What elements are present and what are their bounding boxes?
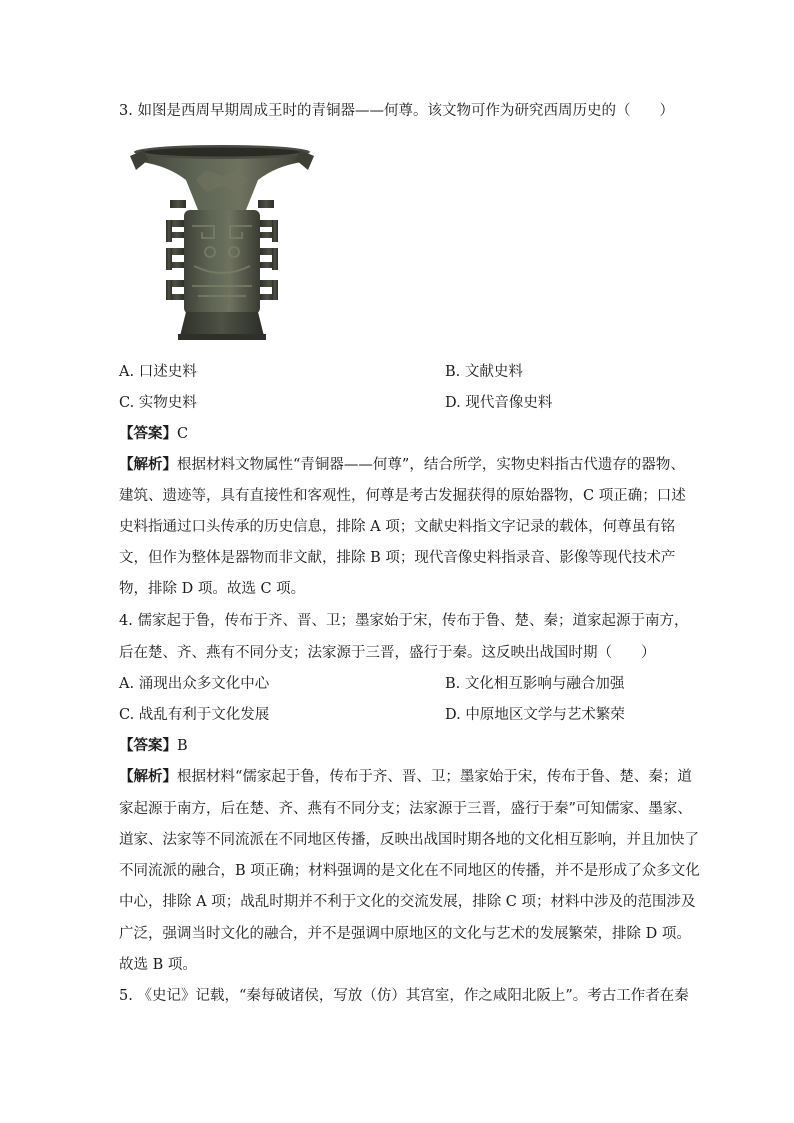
q3-option-b: B. 文献史料: [445, 364, 523, 380]
analysis-text: 根据材料文物属性“青铜器——何尊”，结合所学，实物史料指古代遗存的器物、: [177, 457, 685, 473]
analysis-label: 【解析】: [119, 768, 177, 785]
q3-option-a: A. 口述史料: [119, 364, 197, 380]
analysis-label: 【解析】: [119, 456, 177, 473]
q5-stem-line-1: 5. 《史记》记载，“秦每破诸侯，写放（仿）其宫室，作之咸阳北阪上”。考古工作者在秦: [119, 988, 689, 1004]
q4-analysis-line-1: [119, 767, 692, 787]
q4-answer: [119, 736, 188, 756]
answer-label: 【答案】: [119, 425, 177, 442]
q4-option-c: C. 战乱有利于文化发展: [119, 707, 270, 723]
q3-analysis-line-5: 物，排除 D 项。故选 C 项。: [119, 581, 306, 597]
he-zun-bronze-vessel-image: [126, 140, 318, 348]
q4-analysis-line-2: 家起源于南方，后在楚、齐、燕有不同分支；法家源于三晋，盛行于秦”可知儒家、墨家、: [119, 801, 692, 817]
q3-analysis-line-2: 建筑、遗迹等，具有直接性和客观性，何尊是考古发掘获得的原始器物，C 项正确；口述: [119, 488, 686, 504]
q4-analysis-line-4: 不同流派的融合，B 项正确；材料强调的是文化在不同地区的传播，并不是形成了众多文化: [119, 863, 700, 879]
q4-analysis-line-6: 广泛，强调当时文化的融合，并不是强调中原地区的文化与艺术的发展繁荣，排除 D 项。: [119, 926, 691, 942]
answer-label: 【答案】: [119, 737, 177, 754]
q4-analysis-line-5: 中心，排除 A 项；战乱时期并不利于文化的交流发展，排除 C 项；材料中涉及的范围涉及: [119, 894, 696, 910]
q4-stem-line-1: 4. 儒家起于鲁，传布于齐、晋、卫；墨家始于宋，传布于鲁、楚、秦；道家起源于南方，: [119, 613, 689, 629]
q4-option-b: B. 文化相互影响与融合加强: [445, 676, 625, 692]
q3-option-d: D. 现代音像史料: [445, 395, 553, 411]
q4-stem-line-2: 后在楚、齐、燕有不同分支；法家源于三晋，盛行于秦。这反映出战国时期（ ）: [119, 645, 656, 661]
q4-option-a: A. 涌现出众多文化中心: [119, 676, 270, 692]
q3-answer: [119, 424, 188, 444]
q3-analysis-line-3: 史料指通过口头传承的历史信息，排除 A 项；文献史料指文字记录的载体，何尊虽有铭: [119, 519, 676, 535]
q4-analysis-line-3: 道家、法家等不同流派在不同地区传播，反映出战国时期各地的文化相互影响，并且加快了: [119, 832, 699, 848]
analysis-text: 根据材料“儒家起于鲁，传布于齐、晋、卫；墨家始于宋，传布于鲁、楚、秦；道: [177, 769, 692, 785]
answer-value: B: [177, 738, 188, 754]
q3-option-c: C. 实物史料: [119, 395, 197, 411]
q3-analysis-line-4: 文，但作为整体是器物而非文献，排除 B 项；现代音像史料指录音、影像等现代技术产: [119, 550, 676, 566]
q4-option-d: D. 中原地区文学与艺术繁荣: [445, 707, 625, 723]
q3-stem: 3. 如图是西周早期周成王时的青铜器——何尊。该文物可作为研究西周历史的（ ）: [119, 103, 674, 119]
q4-analysis-line-7: 故选 B 项。: [119, 957, 197, 973]
answer-value: C: [177, 426, 189, 442]
q3-analysis-line-1: [119, 455, 685, 475]
